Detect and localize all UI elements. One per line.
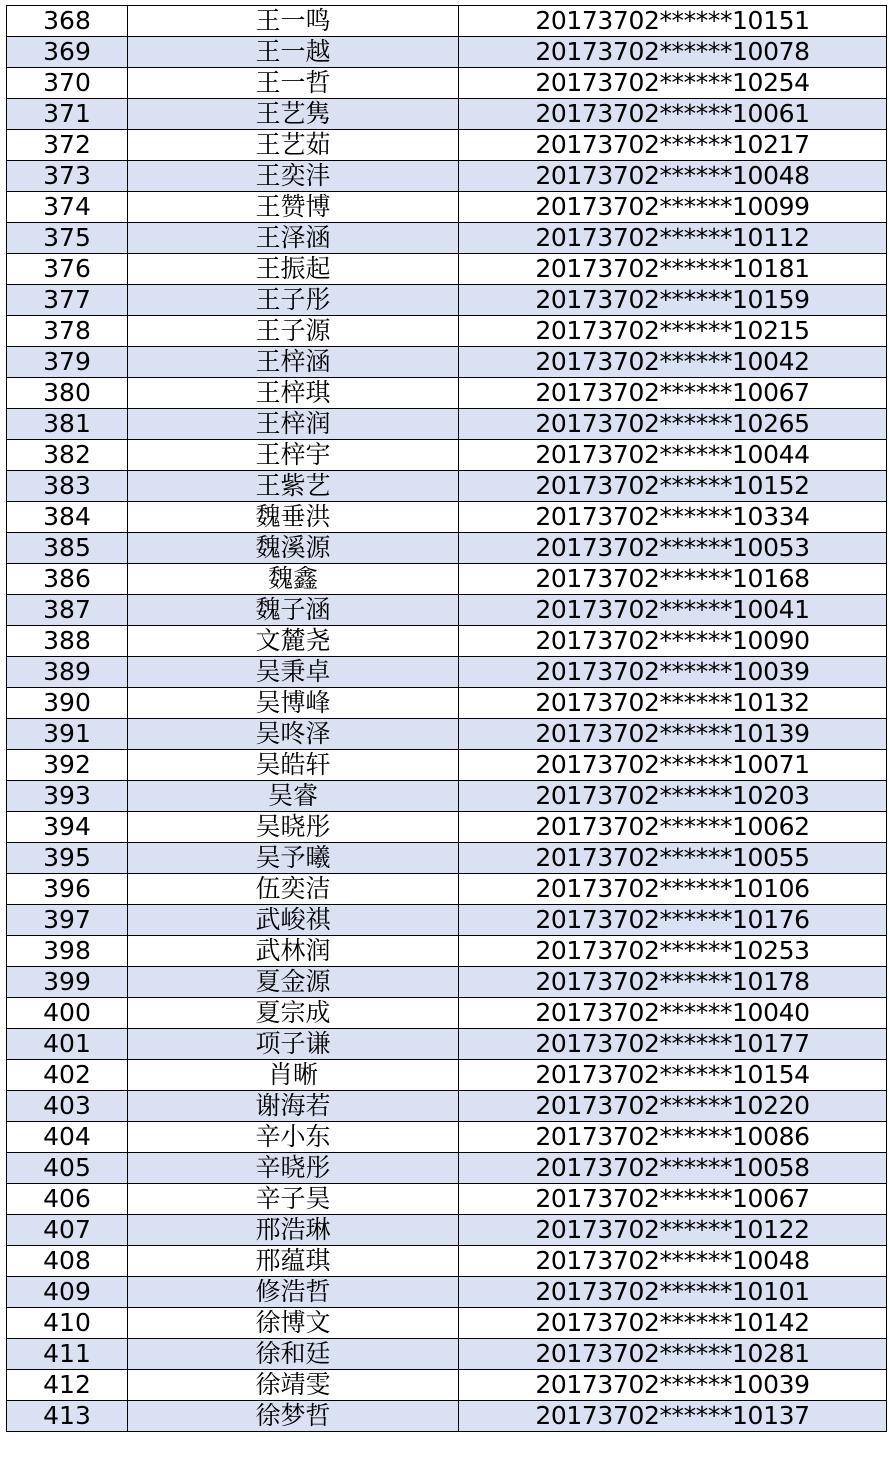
- student-id-cell: 20173702******10203: [459, 781, 887, 812]
- name-cell: 肖晰: [128, 1060, 459, 1091]
- student-id-cell: 20173702******10112: [459, 223, 887, 254]
- student-id-cell: 20173702******10053: [459, 533, 887, 564]
- student-id-cell: 20173702******10055: [459, 843, 887, 874]
- student-id-cell: 20173702******10215: [459, 316, 887, 347]
- table-row: [7, 719, 887, 750]
- student-id-cell: 20173702******10151: [459, 6, 887, 37]
- table-row: [7, 750, 887, 781]
- seq-cell: 385: [7, 533, 128, 564]
- name-cell: 王梓琪: [128, 378, 459, 409]
- seq-cell: 374: [7, 192, 128, 223]
- seq-cell: 394: [7, 812, 128, 843]
- name-cell: 徐梦哲: [128, 1401, 459, 1432]
- student-id-cell: 20173702******10254: [459, 68, 887, 99]
- seq-cell: 403: [7, 1091, 128, 1122]
- name-cell: 辛晓彤: [128, 1153, 459, 1184]
- seq-cell: 368: [7, 6, 128, 37]
- table-row: [7, 347, 887, 378]
- table-row: [7, 657, 887, 688]
- seq-cell: 407: [7, 1215, 128, 1246]
- student-id-cell: 20173702******10152: [459, 471, 887, 502]
- table-row: [7, 688, 887, 719]
- table-row: [7, 564, 887, 595]
- seq-cell: 392: [7, 750, 128, 781]
- seq-cell: 388: [7, 626, 128, 657]
- name-cell: 魏溪源: [128, 533, 459, 564]
- name-cell: 邢浩琳: [128, 1215, 459, 1246]
- name-cell: 修浩哲: [128, 1277, 459, 1308]
- student-id-cell: 20173702******10334: [459, 502, 887, 533]
- name-cell: 吴睿: [128, 781, 459, 812]
- seq-cell: 408: [7, 1246, 128, 1277]
- name-cell: 吴晓彤: [128, 812, 459, 843]
- seq-cell: 377: [7, 285, 128, 316]
- seq-cell: 409: [7, 1277, 128, 1308]
- table-row: [7, 1122, 887, 1153]
- student-id-cell: 20173702******10090: [459, 626, 887, 657]
- student-id-cell: 20173702******10041: [459, 595, 887, 626]
- student-id-cell: 20173702******10137: [459, 1401, 887, 1432]
- student-id-cell: 20173702******10178: [459, 967, 887, 998]
- name-cell: 邢蕴琪: [128, 1246, 459, 1277]
- name-cell: 吴咚泽: [128, 719, 459, 750]
- seq-cell: 412: [7, 1370, 128, 1401]
- name-cell: 王振起: [128, 254, 459, 285]
- table-row: [7, 1029, 887, 1060]
- name-cell: 武林润: [128, 936, 459, 967]
- name-cell: 徐和廷: [128, 1339, 459, 1370]
- seq-cell: 391: [7, 719, 128, 750]
- table-row: [7, 502, 887, 533]
- seq-cell: 404: [7, 1122, 128, 1153]
- name-cell: 辛小东: [128, 1122, 459, 1153]
- name-cell: 王子彤: [128, 285, 459, 316]
- seq-cell: 411: [7, 1339, 128, 1370]
- table-row: [7, 1246, 887, 1277]
- name-cell: 吴博峰: [128, 688, 459, 719]
- student-id-cell: 20173702******10139: [459, 719, 887, 750]
- roster-table: [6, 5, 887, 1432]
- seq-cell: 370: [7, 68, 128, 99]
- seq-cell: 393: [7, 781, 128, 812]
- student-id-cell: 20173702******10058: [459, 1153, 887, 1184]
- table-row: [7, 1308, 887, 1339]
- table-row: [7, 905, 887, 936]
- table-row: [7, 1401, 887, 1432]
- table-row: [7, 843, 887, 874]
- student-id-cell: 20173702******10217: [459, 130, 887, 161]
- table-row: [7, 967, 887, 998]
- table-row: [7, 37, 887, 68]
- student-id-cell: 20173702******10042: [459, 347, 887, 378]
- table-row: [7, 1215, 887, 1246]
- seq-cell: 398: [7, 936, 128, 967]
- seq-cell: 386: [7, 564, 128, 595]
- seq-cell: 387: [7, 595, 128, 626]
- name-cell: 吴秉卓: [128, 657, 459, 688]
- seq-cell: 395: [7, 843, 128, 874]
- table-row: [7, 471, 887, 502]
- table-row: [7, 812, 887, 843]
- name-cell: 王梓宇: [128, 440, 459, 471]
- student-id-cell: 20173702******10071: [459, 750, 887, 781]
- table-row: [7, 409, 887, 440]
- student-id-cell: 20173702******10039: [459, 657, 887, 688]
- student-id-cell: 20173702******10106: [459, 874, 887, 905]
- name-cell: 王一哲: [128, 68, 459, 99]
- name-cell: 王艺隽: [128, 99, 459, 130]
- seq-cell: 396: [7, 874, 128, 905]
- seq-cell: 373: [7, 161, 128, 192]
- name-cell: 吴皓轩: [128, 750, 459, 781]
- table-row: [7, 781, 887, 812]
- student-id-cell: 20173702******10048: [459, 161, 887, 192]
- name-cell: 伍奕洁: [128, 874, 459, 905]
- seq-cell: 378: [7, 316, 128, 347]
- name-cell: 吴予曦: [128, 843, 459, 874]
- table-row: [7, 161, 887, 192]
- seq-cell: 400: [7, 998, 128, 1029]
- seq-cell: 410: [7, 1308, 128, 1339]
- seq-cell: 369: [7, 37, 128, 68]
- name-cell: 王一越: [128, 37, 459, 68]
- student-id-cell: 20173702******10067: [459, 1184, 887, 1215]
- table-row: [7, 192, 887, 223]
- table-row: [7, 378, 887, 409]
- table-row: [7, 1091, 887, 1122]
- table-row: [7, 99, 887, 130]
- name-cell: 王一鸣: [128, 6, 459, 37]
- table-row: [7, 130, 887, 161]
- student-id-cell: 20173702******10044: [459, 440, 887, 471]
- seq-cell: 381: [7, 409, 128, 440]
- table-row: [7, 533, 887, 564]
- student-id-cell: 20173702******10086: [459, 1122, 887, 1153]
- student-id-cell: 20173702******10048: [459, 1246, 887, 1277]
- seq-cell: 389: [7, 657, 128, 688]
- student-id-cell: 20173702******10132: [459, 688, 887, 719]
- name-cell: 王艺茹: [128, 130, 459, 161]
- seq-cell: 380: [7, 378, 128, 409]
- table-row: [7, 1153, 887, 1184]
- seq-cell: 382: [7, 440, 128, 471]
- student-id-cell: 20173702******10078: [459, 37, 887, 68]
- seq-cell: 402: [7, 1060, 128, 1091]
- seq-cell: 375: [7, 223, 128, 254]
- name-cell: 王奕沣: [128, 161, 459, 192]
- table-row: [7, 223, 887, 254]
- name-cell: 王梓润: [128, 409, 459, 440]
- table-row: [7, 998, 887, 1029]
- seq-cell: 371: [7, 99, 128, 130]
- roster-body: [7, 6, 887, 1432]
- student-id-cell: 20173702******10099: [459, 192, 887, 223]
- table-row: [7, 874, 887, 905]
- name-cell: 文麓尧: [128, 626, 459, 657]
- student-id-cell: 20173702******10265: [459, 409, 887, 440]
- name-cell: 徐靖雯: [128, 1370, 459, 1401]
- student-id-cell: 20173702******10122: [459, 1215, 887, 1246]
- seq-cell: 397: [7, 905, 128, 936]
- student-id-cell: 20173702******10281: [459, 1339, 887, 1370]
- seq-cell: 384: [7, 502, 128, 533]
- seq-cell: 401: [7, 1029, 128, 1060]
- name-cell: 夏宗成: [128, 998, 459, 1029]
- table-row: [7, 936, 887, 967]
- student-id-cell: 20173702******10220: [459, 1091, 887, 1122]
- student-id-cell: 20173702******10159: [459, 285, 887, 316]
- name-cell: 魏子涵: [128, 595, 459, 626]
- seq-cell: 383: [7, 471, 128, 502]
- seq-cell: 379: [7, 347, 128, 378]
- table-row: [7, 595, 887, 626]
- seq-cell: 376: [7, 254, 128, 285]
- student-id-cell: 20173702******10181: [459, 254, 887, 285]
- name-cell: 武峻祺: [128, 905, 459, 936]
- seq-cell: 413: [7, 1401, 128, 1432]
- name-cell: 徐博文: [128, 1308, 459, 1339]
- name-cell: 王泽涵: [128, 223, 459, 254]
- student-id-cell: 20173702******10168: [459, 564, 887, 595]
- student-id-cell: 20173702******10176: [459, 905, 887, 936]
- name-cell: 王子源: [128, 316, 459, 347]
- table-row: [7, 254, 887, 285]
- name-cell: 魏鑫: [128, 564, 459, 595]
- seq-cell: 399: [7, 967, 128, 998]
- name-cell: 魏垂洪: [128, 502, 459, 533]
- table-row: [7, 1184, 887, 1215]
- table-row: [7, 285, 887, 316]
- student-id-cell: 20173702******10101: [459, 1277, 887, 1308]
- student-id-cell: 20173702******10154: [459, 1060, 887, 1091]
- name-cell: 项子谦: [128, 1029, 459, 1060]
- name-cell: 王赞博: [128, 192, 459, 223]
- table-row: [7, 316, 887, 347]
- table-row: [7, 68, 887, 99]
- student-id-cell: 20173702******10061: [459, 99, 887, 130]
- table-row: [7, 1339, 887, 1370]
- seq-cell: 390: [7, 688, 128, 719]
- student-id-cell: 20173702******10040: [459, 998, 887, 1029]
- student-id-cell: 20173702******10253: [459, 936, 887, 967]
- seq-cell: 372: [7, 130, 128, 161]
- student-id-cell: 20173702******10062: [459, 812, 887, 843]
- name-cell: 辛子昊: [128, 1184, 459, 1215]
- name-cell: 王紫艺: [128, 471, 459, 502]
- name-cell: 王梓涵: [128, 347, 459, 378]
- student-id-cell: 20173702******10177: [459, 1029, 887, 1060]
- table-row: [7, 1060, 887, 1091]
- table-row: [7, 626, 887, 657]
- seq-cell: 406: [7, 1184, 128, 1215]
- table-row: [7, 1370, 887, 1401]
- student-id-cell: 20173702******10142: [459, 1308, 887, 1339]
- seq-cell: 405: [7, 1153, 128, 1184]
- student-id-cell: 20173702******10067: [459, 378, 887, 409]
- table-row: [7, 440, 887, 471]
- student-id-cell: 20173702******10039: [459, 1370, 887, 1401]
- name-cell: 谢海若: [128, 1091, 459, 1122]
- table-row: [7, 6, 887, 37]
- table-row: [7, 1277, 887, 1308]
- name-cell: 夏金源: [128, 967, 459, 998]
